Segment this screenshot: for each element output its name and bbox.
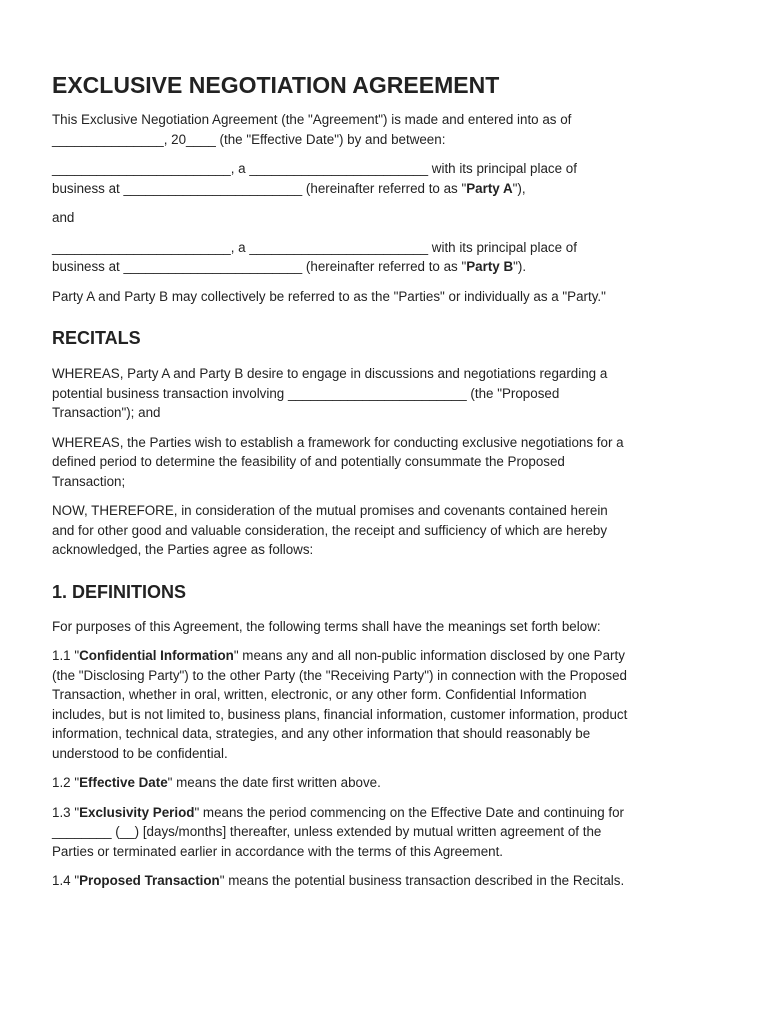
whereas-paragraph-1: WHEREAS, Party A and Party B desire to engage in discussions and negotiations regarding a potential business transaction involving ________________________ (the "Proposed Transaction"); and (52, 366, 608, 420)
definition-number: 1.4 " (52, 873, 80, 888)
definition-text: " means the potential business transaction described in the Recitals. (219, 873, 625, 888)
definition-1-3 (52, 803, 730, 862)
definition-number: 1.2 " (52, 775, 80, 790)
party-b-end: "). (513, 259, 527, 274)
definition-number: 1.3 " (52, 804, 80, 820)
recitals-heading: RECITALS (52, 328, 141, 348)
party-a-end: "), (512, 180, 526, 196)
definition-text: " means any and all non-public information disclosed by one Party (the "Disclosing Party") to the other Party (the "Receiving Party") in connection with the Proposed Transaction, whether in oral, written, electronic, or any other form. Confidential Information includes, but is not limited to, business plans, financial information, customer information, product information, technical data, strategies, and any other information that should reasonably be understood to be confidential. (52, 648, 628, 761)
definitions-intro: For purposes of this Agreement, the following terms shall have the meanings set forth below: (52, 618, 601, 634)
definition-1-2 (52, 773, 730, 793)
party-b-paragraph (52, 238, 730, 277)
intro-paragraph: This Exclusive Negotiation Agreement (the "Agreement") is made and entered into as of _______________, 20____ (the "Effective Date") by and between: (52, 112, 572, 147)
definition-term: Confidential Information (79, 648, 234, 663)
parties-paragraph: Party A and Party B may collectively be referred to as the "Parties" or individually as a "Party." (52, 288, 606, 304)
definitions-heading: 1. DEFINITIONS (52, 581, 187, 602)
now-therefore-paragraph: NOW, THEREFORE, in consideration of the mutual promises and covenants contained herein and for other good and valuable consideration, the receipt and sufficiency of which are hereby acknowledged, the Parties agree as follows: (52, 503, 608, 557)
definition-term: Exclusivity Period (79, 804, 195, 820)
definition-term: Effective Date (79, 775, 168, 790)
party-a-paragraph (52, 159, 730, 198)
document-title: EXCLUSIVE NEGOTIATION AGREEMENT (52, 72, 500, 98)
party-b-label: Party B (466, 259, 514, 274)
and-text: and (52, 210, 75, 225)
definition-number: 1.1 " (52, 648, 80, 663)
party-b-text: ________________________, a ________________________ with its principal place of business at ________________________ (hereinafter referred to as " (52, 239, 577, 274)
party-a-text: ________________________, a ________________________ with its principal place of business at ________________________ (hereinafter referred to as " (52, 161, 577, 196)
definition-term: Proposed Transaction (79, 873, 220, 888)
definition-1-1 (52, 646, 730, 763)
definition-text: " means the date first written above. (167, 775, 381, 790)
whereas-paragraph-2: WHEREAS, the Parties wish to establish a framework for conducting exclusive negotiations for a defined period to determine the feasibility of and potentially consummate the Proposed Transaction; (52, 434, 624, 489)
party-a-label: Party A (466, 180, 513, 196)
definition-1-4 (52, 871, 730, 891)
definition-text: " means the period commencing on the Effective Date and continuing for ________ (__) [days/months] thereafter, unless extended by mutual written agreement of the Parties or terminated earlier in accordance with the terms of this Agreement. (52, 804, 624, 859)
